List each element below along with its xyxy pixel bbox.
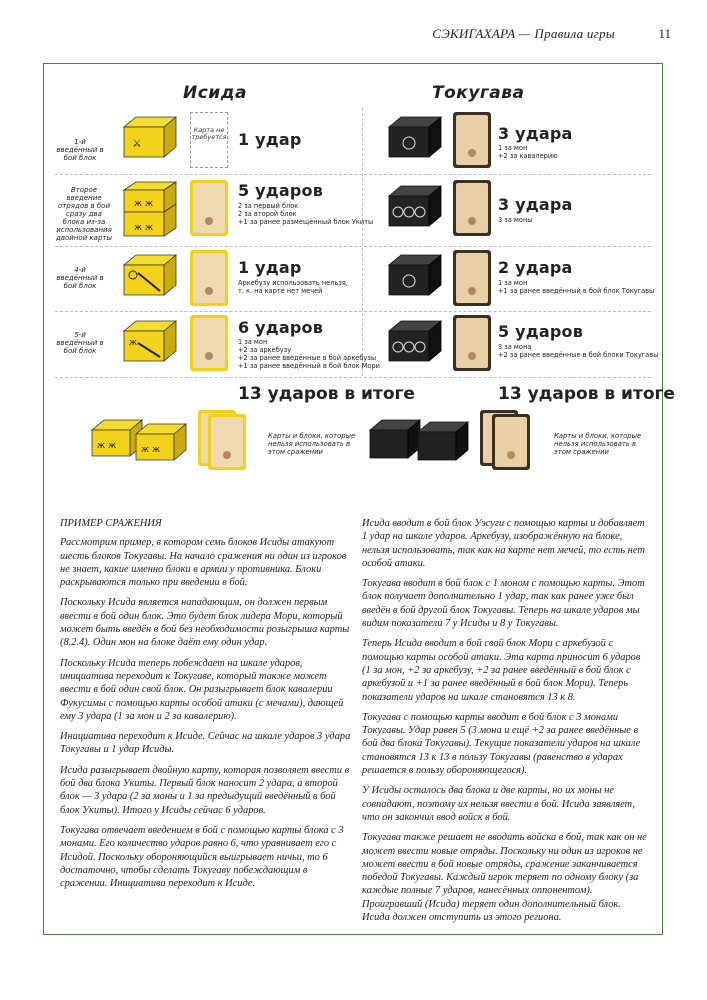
header-title: СЭКИГАХАРА — Правила игры	[432, 26, 615, 41]
tokugawa-card	[453, 250, 491, 306]
row-divider	[55, 174, 651, 175]
detail-line: +2 за ранее введённые в бой аркебузы	[238, 354, 377, 362]
tokugawa-block-black	[385, 317, 447, 365]
ishida-unused-blocks	[90, 408, 200, 468]
example-heading: ПРИМЕР СРАЖЕНИЯ	[60, 518, 162, 529]
detail-line: 3 за моны	[498, 216, 533, 224]
svg-text:ж ж: ж ж	[134, 223, 154, 233]
row-divider	[55, 311, 651, 312]
no-card-placeholder: Карта не требуется	[190, 112, 228, 168]
row1-tokugawa-hits: 3 удара	[498, 124, 573, 143]
paragraph: Теперь Исида вводит в бой свой блок Мори с аркебузой с помощью карты особой атаки. Эта карта приносит 6 ударов (1 за мон, +2 за аркебузу, +2 за ранее введённый в бой блок с аркебузой и +1 за ранее введённый в бой блок Мори). Теперь показатели ударов на шкале становятся 13 к 8.	[362, 638, 641, 703]
ishida-total: 13 ударов в итоге	[238, 384, 415, 404]
tokugawa-block-black	[385, 113, 447, 161]
example-left-column	[60, 517, 352, 897]
paragraph: У Исиды осталось два блока и две карты, но их моны не совпадают, поэтому их нельзя ввести в бой. Исида заявляет, что он закончил ввод войск в бой.	[362, 785, 636, 823]
row2-ishida-hits: 5 ударов	[238, 181, 324, 200]
faction-ishida-title: Исида	[183, 83, 247, 103]
detail-line: 2 за первый блок	[238, 202, 299, 210]
row2-ishida-details	[238, 202, 373, 226]
detail-line: 1 за мон	[238, 338, 268, 346]
paragraph: Токугава вводит в бой блок с 1 моном с помощью карты. Этот блок получает дополнительно 1 удар, так как ранее уже был введён в бой другой блок Токугавы. Теперь на шкале ударов мы видим показатели 7 у Исиды и 8 у Токугавы.	[362, 578, 645, 630]
detail-line: 1 за мон	[498, 279, 528, 287]
ishida-block-yellow	[120, 251, 182, 299]
row2-tokugawa-hits: 3 удара	[498, 195, 573, 214]
ishida-double-card	[190, 180, 228, 236]
row3-ishida-details	[238, 279, 348, 295]
row1-ishida-hits: 1 удар	[238, 130, 302, 149]
row4-ishida-hits: 6 ударов	[238, 318, 324, 337]
row-divider	[55, 246, 651, 247]
detail-line: 1 за мон	[498, 144, 528, 152]
row-divider	[55, 377, 651, 378]
svg-text:⚔: ⚔	[132, 137, 142, 150]
row3-side-label: 4-й введённый в бой блок	[56, 266, 104, 290]
row1-side-label: 1-й введённый в бой блок	[56, 138, 104, 162]
row3-tokugawa-hits: 2 удара	[498, 258, 573, 277]
detail-line: +1 за ранее введённый в бой блок Токугавы	[498, 287, 655, 295]
detail-line: +2 за аркебузу	[238, 346, 292, 354]
paragraph: Рассмотрим пример, в котором семь блоков Исиды атакуют шесть блоков Токугавы. На начало сражения ни один из игроков не знает, какие именно блоки в армии у противника. Блоки раскрываются только при введении в бой.	[60, 537, 347, 589]
ishida-card	[190, 315, 228, 371]
paragraph: Поскольку Исида теперь побеждает на шкале ударов, инициатива переходит к Токугаве, который также может ввести в бой один свой блок. Он разыгрывает блок кавалерии Фукусимы с помощью карты особой атаки (с мечами), дающей ему 3 удара (1 за мон и 2 за кавалерию).	[60, 657, 344, 722]
row2-side-label: Второе введение отрядов в бой сразу два блока из-за использования двойной карты	[56, 186, 112, 242]
paragraph: Исида вводит в бой блок Уэсуги с помощью карты и добавляет 1 удар на шкале ударов. Аркебузу, изображённую на блоке, нельзя использовать, так как на карте нет мечей, то есть нет особой атаки.	[362, 518, 645, 569]
example-right-column	[362, 517, 648, 931]
detail-line: 3 за мона	[498, 343, 532, 351]
paragraph: Исида разыгрывает двойную карту, которая позволяет ввести в бой два блока Укиты. Первый блок наносит 2 удара, а второй блок — 3 удара (2 за моны и 1 за предыдущий введённый в бой блок Укиты). Итого у Исиды сейчас 6 ударов.	[60, 764, 350, 816]
column-divider	[362, 108, 363, 376]
row4-tokugawa-hits: 5 ударов	[498, 322, 584, 341]
svg-text:ж ж: ж ж	[141, 445, 161, 455]
tokugawa-card	[453, 180, 491, 236]
svg-text:ж: ж	[129, 338, 138, 348]
tokugawa-total: 13 ударов в итоге	[498, 384, 675, 404]
detail-line: +1 за ранее размещённый блок Укиты	[238, 218, 374, 226]
detail-line: +2 за кавалерию	[498, 152, 558, 160]
page-header	[0, 26, 707, 44]
ishida-block-yellow	[120, 317, 182, 365]
tokugawa-unused-blocks	[368, 408, 480, 470]
ishida-block-yellow	[120, 113, 182, 161]
row3-tokugawa-details	[498, 279, 654, 295]
svg-text:ж ж: ж ж	[134, 199, 154, 209]
detail-line: +2 за ранее введённые в бой блоки Токугавы	[498, 351, 659, 359]
tokugawa-unused-note: Карты и блоки, которые нельзя использовать в этом сражении	[554, 432, 642, 456]
paragraph: Токугава также решает не вводить войска в бой, так как он не может ввести новые отряды. Поскольку ни один из игроков не может ввести в бой новые отряды, сражение заканчивается победой Токугавы. Каждый игрок теряет по одному блоку (за каждые полные 7 ударов, нанесённых оппонентом). Проигравший (Исида) теряет один дополнительный блок. Исида должен отступить из этого региона.	[362, 832, 647, 924]
paragraph: Токугава с помощью карты вводит в бой блок с 3 монами Токугавы. Удар равен 5 (3 мона и ещё +2 за ранее введённые в бой два блока Токугавы). Текущие показатели ударов на шкале становятся 13 к 13 в пользу Токугавы (равенство в ударах решается в пользу обороняющегося).	[362, 711, 641, 777]
detail-line: 2 за второй блок	[238, 210, 297, 218]
faction-tokugawa-title: Токугава	[432, 83, 525, 103]
ishida-unused-note: Карты и блоки, которые нельзя использовать в этом сражении	[268, 432, 356, 456]
tokugawa-card	[453, 112, 491, 168]
paragraph: Токугава отвечает введением в бой с помощью карты блока с 3 монами. Его количество ударов равно 6, что уравнивает его с Исидой. Поскольку обороняющийся выигрывает ничьи, то 6 достаточно, чтобы сделать Токугаву побеждающим в сражении. Инициатива переходит к Исиде.	[60, 824, 344, 890]
tokugawa-unused-card	[492, 414, 530, 470]
ishida-card	[190, 250, 228, 306]
detail-line: Аркебузу использовать нельзя,	[238, 279, 348, 287]
row4-side-label: 5-й введённый в бой блок	[56, 331, 104, 355]
row2-tokugawa-details	[498, 216, 532, 224]
ishida-double-block	[120, 180, 182, 244]
ishida-unused-card	[208, 414, 246, 470]
page-number: 11	[658, 26, 671, 41]
detail-line: +1 за ранее введённый в бой блок Мори	[238, 362, 380, 370]
row1-tokugawa-details	[498, 144, 558, 160]
row4-ishida-details	[238, 338, 380, 370]
row4-tokugawa-details	[498, 343, 658, 359]
svg-text:ж ж: ж ж	[97, 441, 117, 451]
paragraph: Поскольку Исида является нападающим, он должен первым ввести в бой один блок. Это будет блок лидера Мори, который может быть введён в бой без необходимости розыгрыша карты (8.2.4). Один мон на блоке даёт ему один удар.	[60, 597, 350, 649]
tokugawa-block-black	[385, 182, 447, 230]
tokugawa-block-black	[385, 251, 447, 299]
row3-ishida-hits: 1 удар	[238, 258, 302, 277]
paragraph: Инициатива переходит к Исиде. Сейчас на шкале ударов 3 удара Токугавы и 1 удар Исиды.	[60, 731, 351, 756]
detail-line: т. к. на карте нет мечей	[238, 287, 323, 295]
tokugawa-card	[453, 315, 491, 371]
